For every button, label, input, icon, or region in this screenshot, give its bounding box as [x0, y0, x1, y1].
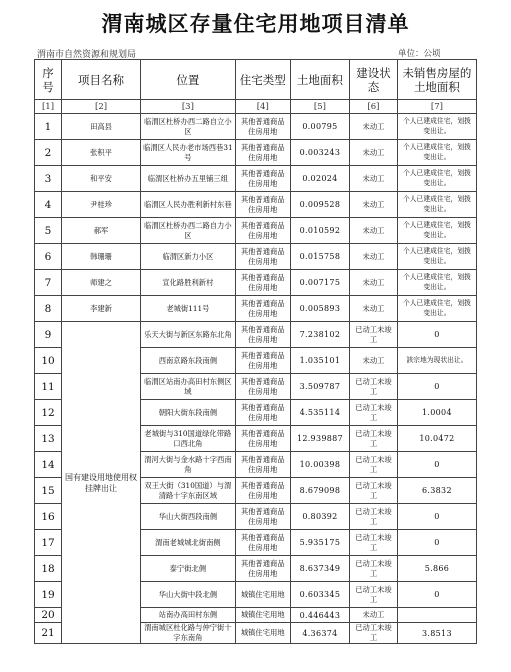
location-cell: 西南京路东段南侧 — [141, 348, 236, 374]
construction-status-cell: 已动工未竣工 — [350, 504, 398, 530]
project-group-cell: 国有建设用地使用权挂牌出让 — [62, 322, 141, 644]
row-number-cell: 21 — [35, 623, 62, 644]
row-number-cell: 13 — [35, 426, 62, 452]
land-area-cell: 7.238102 — [290, 322, 349, 348]
housing-type-cell: 其他普通商品住房用地 — [235, 530, 290, 556]
table-row — [35, 270, 477, 296]
location-cell: 渭南城区杜化路与仲宁街十字东南角 — [141, 623, 236, 644]
project-name-cell: 张积平 — [62, 140, 141, 166]
location-cell: 临渭区人民办胜利新村东巷 — [141, 192, 236, 218]
table-row — [35, 140, 477, 166]
land-area-cell: 4.36374 — [290, 623, 349, 644]
location-cell: 华山大街西段南侧 — [141, 504, 236, 530]
housing-type-cell: 其他普通商品住房用地 — [235, 374, 290, 400]
location-cell: 临渭区站南办高田村东侧区域 — [141, 374, 236, 400]
location-cell: 双王大街（310国道）与渭清路十字东南区域 — [141, 478, 236, 504]
location-cell: 临渭区人民办老市场西巷31号 — [141, 140, 236, 166]
construction-status-cell: 未动工 — [350, 218, 398, 244]
land-area-cell: 5.935175 — [290, 530, 349, 556]
housing-type-cell: 其他普通商品住房用地 — [235, 426, 290, 452]
table-row — [35, 114, 477, 140]
land-area-cell: 0.02024 — [290, 166, 349, 192]
row-number-cell: 8 — [35, 296, 62, 322]
construction-status-cell: 未动工 — [350, 296, 398, 322]
row-number-cell: 16 — [35, 504, 62, 530]
location-cell: 乐天大街与新区东路东北角 — [141, 322, 236, 348]
table-row — [35, 218, 477, 244]
table-row — [35, 244, 477, 270]
row-number-cell: 1 — [35, 114, 62, 140]
row-number-cell: 19 — [35, 582, 62, 608]
row-number-cell: 10 — [35, 348, 62, 374]
construction-status-cell: 已动工未竣工 — [350, 556, 398, 582]
land-area-cell: 0.00795 — [290, 114, 349, 140]
location-cell: 朝阳大街东段南侧 — [141, 400, 236, 426]
row-number-cell: 5 — [35, 218, 62, 244]
housing-type-cell: 其他普通商品住房用地 — [235, 556, 290, 582]
housing-type-cell: 其他普通商品住房用地 — [235, 166, 290, 192]
land-area-cell: 0.603345 — [290, 582, 349, 608]
land-area-cell: 0.007175 — [290, 270, 349, 296]
header-cell: 序号 — [35, 60, 62, 100]
construction-status-cell: 已动工未竣工 — [350, 478, 398, 504]
housing-type-cell: 其他普通商品住房用地 — [235, 322, 290, 348]
location-cell: 临渭区杜桥办五里铺三组 — [141, 166, 236, 192]
unsold-area-cell: 5.866 — [397, 556, 476, 582]
housing-type-cell: 城镇住宅用地 — [235, 608, 290, 623]
unsold-area-cell: 6.3832 — [397, 478, 476, 504]
location-cell: 渭南老城城北街南侧 — [141, 530, 236, 556]
project-name-cell: 尹桂珍 — [62, 192, 141, 218]
header-row — [35, 60, 477, 100]
header-cell: 土地面积 — [290, 60, 349, 100]
land-area-cell: 0.005893 — [290, 296, 349, 322]
land-area-cell: 4.535114 — [290, 400, 349, 426]
construction-status-cell: 已动工未竣工 — [350, 530, 398, 556]
project-name-cell: 郝军 — [62, 218, 141, 244]
unsold-area-cell: 个人已建成住宅，划拨变出让。 — [397, 192, 476, 218]
location-cell: 临渭区杜桥办西二路自立小区 — [141, 114, 236, 140]
construction-status-cell: 已动工未竣工 — [350, 322, 398, 348]
table-row — [35, 166, 477, 192]
construction-status-cell: 未动工 — [350, 608, 398, 623]
unsold-area-cell: 0 — [397, 582, 476, 608]
header-cell: 未销售房屋的土地面积 — [397, 60, 476, 100]
unsold-area-cell: 个人已建成住宅，划拨变出让。 — [397, 218, 476, 244]
unit-label: 单位：公顷 — [398, 49, 441, 59]
row-number-cell: 4 — [35, 192, 62, 218]
housing-type-cell: 其他普通商品住房用地 — [235, 504, 290, 530]
row-number-cell: 2 — [35, 140, 62, 166]
row-number-cell: 9 — [35, 322, 62, 348]
housing-type-cell: 其他普通商品住房用地 — [235, 244, 290, 270]
unsold-area-cell: 个人已建成住宅，划拨变出让。 — [397, 140, 476, 166]
row-number-cell: 14 — [35, 452, 62, 478]
row-number-cell: 3 — [35, 166, 62, 192]
project-name-cell: 韩珊珊 — [62, 244, 141, 270]
construction-status-cell: 未动工 — [350, 114, 398, 140]
project-name-cell: 李建新 — [62, 296, 141, 322]
construction-status-cell: 已动工未竣工 — [350, 400, 398, 426]
header-cell: 位置 — [141, 60, 236, 100]
location-cell: 宣化路胜利新村 — [141, 270, 236, 296]
housing-type-cell: 其他普通商品住房用地 — [235, 452, 290, 478]
land-area-cell: 12.939887 — [290, 426, 349, 452]
index-cell: [4] — [235, 100, 290, 114]
index-cell: [5] — [290, 100, 349, 114]
location-cell: 临渭区杜桥办西二路自力小区 — [141, 218, 236, 244]
housing-type-cell: 其他普通商品住房用地 — [235, 348, 290, 374]
land-area-cell: 0.015758 — [290, 244, 349, 270]
land-area-cell: 0.009528 — [290, 192, 349, 218]
location-cell: 站南办高田村东侧 — [141, 608, 236, 623]
land-area-cell: 10.00398 — [290, 452, 349, 478]
unsold-area-cell: 0 — [397, 530, 476, 556]
row-number-cell: 7 — [35, 270, 62, 296]
land-area-cell: 8.679098 — [290, 478, 349, 504]
index-cell: [3] — [141, 100, 236, 114]
location-cell: 渭河大街与金水路十字西南角 — [141, 452, 236, 478]
location-cell: 泰宁街北侧 — [141, 556, 236, 582]
index-cell: [2] — [62, 100, 141, 114]
housing-type-cell: 其他普通商品住房用地 — [235, 192, 290, 218]
header-cell: 住宅类型 — [235, 60, 290, 100]
construction-status-cell: 未动工 — [350, 270, 398, 296]
unsold-area-cell: 个人已建成住宅，划拨变出让。 — [397, 244, 476, 270]
table-row — [35, 322, 477, 348]
organization-label: 渭南市自然资源和规划局 — [37, 50, 137, 60]
location-cell: 老城街111号 — [141, 296, 236, 322]
row-number-cell: 18 — [35, 556, 62, 582]
land-area-cell: 3.509787 — [290, 374, 349, 400]
housing-type-cell: 其他普通商品住房用地 — [235, 478, 290, 504]
land-area-cell: 0.80392 — [290, 504, 349, 530]
land-area-cell: 1.035101 — [290, 348, 349, 374]
row-number-cell: 17 — [35, 530, 62, 556]
row-number-cell: 11 — [35, 374, 62, 400]
unsold-area-cell: 个人已建成住宅，划拨变出让。 — [397, 114, 476, 140]
construction-status-cell: 未动工 — [350, 140, 398, 166]
construction-status-cell: 未动工 — [350, 166, 398, 192]
housing-type-cell: 城镇住宅用地 — [235, 582, 290, 608]
row-number-cell: 12 — [35, 400, 62, 426]
unsold-area-cell — [397, 608, 476, 623]
land-area-cell: 0.010592 — [290, 218, 349, 244]
unsold-area-cell: 个人已建成住宅，划拨变出让。 — [397, 296, 476, 322]
housing-type-cell: 其他普通商品住房用地 — [235, 296, 290, 322]
construction-status-cell: 已动工未竣工 — [350, 374, 398, 400]
unsold-area-cell: 1.0004 — [397, 400, 476, 426]
unsold-area-cell: 該宗地为现状出让。 — [397, 348, 476, 374]
housing-type-cell: 其他普通商品住房用地 — [235, 140, 290, 166]
table-body — [35, 114, 477, 644]
land-area-cell: 8.637349 — [290, 556, 349, 582]
project-name-cell: 田高县 — [62, 114, 141, 140]
construction-status-cell: 未动工 — [350, 348, 398, 374]
page-title: 渭南城区存量住宅用地项目清单 — [101, 12, 410, 36]
land-area-cell: 0.446443 — [290, 608, 349, 623]
unsold-area-cell: 0 — [397, 452, 476, 478]
unsold-area-cell: 0 — [397, 322, 476, 348]
unsold-area-cell: 10.0472 — [397, 426, 476, 452]
project-name-cell: 和平安 — [62, 166, 141, 192]
location-cell: 临渭区新力小区 — [141, 244, 236, 270]
unsold-area-cell: 0 — [397, 374, 476, 400]
construction-status-cell: 未动工 — [350, 192, 398, 218]
construction-status-cell: 已动工未竣工 — [350, 623, 398, 644]
housing-type-cell: 其他普通商品住房用地 — [235, 400, 290, 426]
unsold-area-cell: 0 — [397, 504, 476, 530]
land-area-cell: 0.003243 — [290, 140, 349, 166]
construction-status-cell: 未动工 — [350, 244, 398, 270]
table-row — [35, 296, 477, 322]
housing-type-cell: 其他普通商品住房用地 — [235, 270, 290, 296]
housing-type-cell: 城镇住宅用地 — [235, 623, 290, 644]
row-number-cell: 6 — [35, 244, 62, 270]
header-cell: 项目名称 — [62, 60, 141, 100]
row-number-cell: 20 — [35, 608, 62, 623]
land-project-table — [34, 59, 477, 644]
location-cell: 老城街与310国道绿化带路口西北角 — [141, 426, 236, 452]
index-cell: [6] — [350, 100, 398, 114]
unsold-area-cell: 3.8513 — [397, 623, 476, 644]
index-cell: [7] — [397, 100, 476, 114]
unsold-area-cell: 个人已建成住宅，划拨变出让。 — [397, 270, 476, 296]
construction-status-cell: 已动工未竣工 — [350, 452, 398, 478]
header-cell: 建设状态 — [350, 60, 398, 100]
housing-type-cell: 其他普通商品住房用地 — [235, 114, 290, 140]
index-row — [35, 100, 477, 114]
location-cell: 华山大街中段北侧 — [141, 582, 236, 608]
construction-status-cell: 已动工未竣工 — [350, 426, 398, 452]
project-name-cell: 师建之 — [62, 270, 141, 296]
housing-type-cell: 其他普通商品住房用地 — [235, 218, 290, 244]
index-cell: [1] — [35, 100, 62, 114]
construction-status-cell: 已动工未竣工 — [350, 582, 398, 608]
row-number-cell: 15 — [35, 478, 62, 504]
unsold-area-cell: 个人已建成住宅，划拨变出让。 — [397, 166, 476, 192]
table-row — [35, 192, 477, 218]
